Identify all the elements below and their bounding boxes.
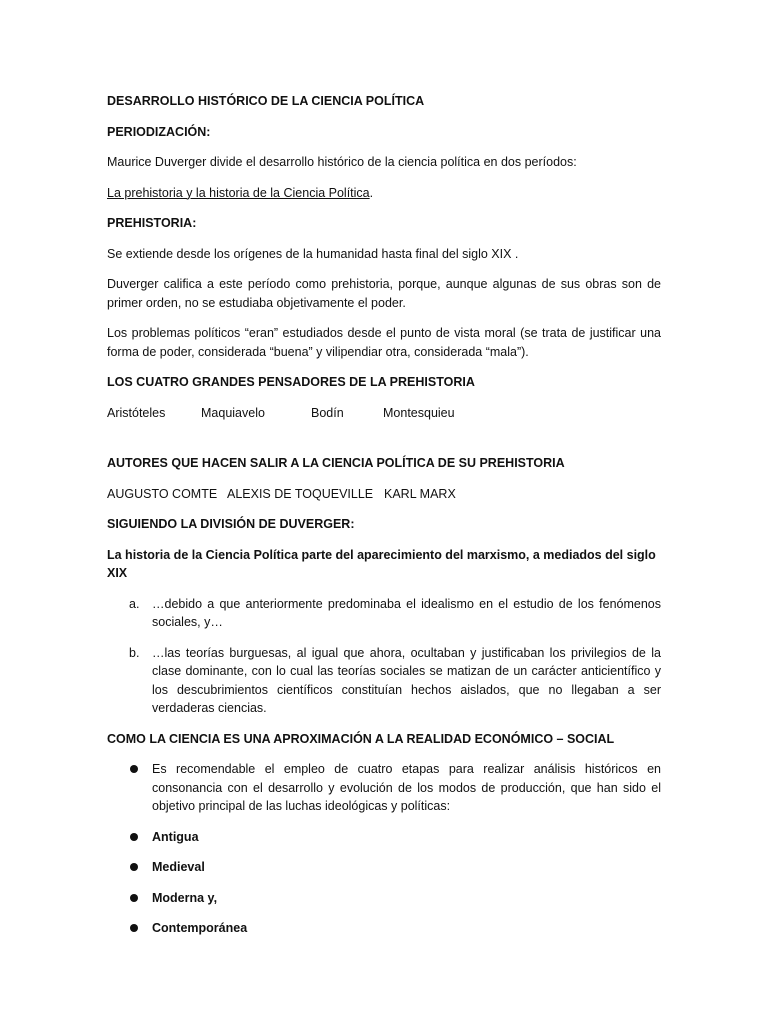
pensador-item: Bodín (311, 405, 344, 420)
periods-dot: . (369, 185, 374, 200)
etapa-label: Antigua (152, 829, 199, 844)
list-item (107, 595, 661, 632)
pensadores-row (107, 404, 661, 423)
document-page (107, 92, 661, 938)
etapa-label: Moderna y, (152, 890, 218, 905)
historia-statement: La historia de la Ciencia Política parte del aparecimiento del marxismo, a mediados del siglo XIX (107, 547, 656, 580)
document-title: DESARROLLO HISTÓRICO DE LA CIENCIA POLÍTICA (107, 94, 425, 108)
pensadores-heading: LOS CUATRO GRANDES PENSADORES DE LA PREHISTORIA (107, 375, 475, 389)
pensador-item: Aristóteles (107, 405, 166, 420)
list-item (107, 919, 661, 938)
etapas-list (107, 760, 661, 938)
list-item (107, 858, 661, 877)
bullet-icon (130, 863, 138, 871)
autor-item: AUGUSTO COMTE (107, 486, 218, 501)
prehistoria-paragraph-1: Se extiende desde los orígenes de la humanidad hasta final del siglo XIX . (107, 246, 519, 261)
pensador-item: Maquiavelo (201, 405, 265, 420)
etapas-intro: Es recomendable el empleo de cuatro etapas para realizar análisis históricos en consonancia con el desarrollo y evolución de los modos de producción, que han sido el objetivo principal de las luchas ideológicas y políticas: (152, 762, 661, 813)
list-item (107, 828, 661, 847)
prehistoria-paragraph-2: Duverger califica a este período como prehistoria, porque, aunque algunas de sus obras son de primer orden, no se estudiaba objetivamente el poder. (107, 277, 661, 310)
division-heading: SIGUIENDO LA DIVISIÓN DE DUVERGER: (107, 517, 355, 531)
list-item (107, 644, 661, 718)
periods-line (107, 184, 661, 203)
etapa-label: Contemporánea (152, 921, 248, 935)
autores-row (107, 485, 661, 504)
autor-item: KARL MARX (384, 486, 456, 501)
bullet-icon (130, 894, 138, 902)
list-marker: b. (129, 645, 140, 660)
bullet-icon (130, 833, 138, 841)
intro-paragraph: Maurice Duverger divide el desarrollo histórico de la ciencia política en dos períodos: (107, 155, 577, 169)
ciencia-heading: COMO LA CIENCIA ES UNA APROXIMACIÓN A LA REALIDAD ECONÓMICO – SOCIAL (107, 731, 615, 746)
prehistoria-paragraph-3: Los problemas políticos “eran” estudiados desde el punto de vista moral (se trata de justificar una forma de poder, considerada “buena” y vilipendiar otra, considerada “mala”). (107, 326, 661, 359)
list-item (107, 760, 661, 816)
list-item-text: …debido a que anteriormente predominaba el idealismo en el estudio de los fenómenos sociales, y… (152, 596, 661, 629)
bullet-icon (130, 765, 138, 773)
prehistoria-heading: PREHISTORIA: (107, 216, 197, 230)
bullet-icon (130, 924, 138, 932)
periodizacion-heading: PERIODIZACIÓN: (107, 124, 211, 139)
periods-link: La prehistoria y la historia de la Ciencia Política (107, 185, 370, 200)
list-item (107, 889, 661, 908)
pensador-item: Montesquieu (383, 405, 455, 420)
autor-item: ALEXIS DE TOQUEVILLE (227, 486, 374, 501)
list-item-text: …las teorías burguesas, al igual que ahora, ocultaban y justificaban los privilegios de la clase dominante, con lo cual las teorías sociales se matizan de un carácter anticientífico y los descubrimientos científicos constituían hechos aislados, que no llegaban a ser verdaderas ciencias. (152, 645, 661, 715)
autores-heading: AUTORES QUE HACEN SALIR A LA CIENCIA POLÍTICA DE SU PREHISTORIA (107, 456, 565, 470)
razones-list (107, 595, 661, 718)
etapa-label: Medieval (152, 860, 205, 874)
list-marker: a. (129, 596, 140, 611)
